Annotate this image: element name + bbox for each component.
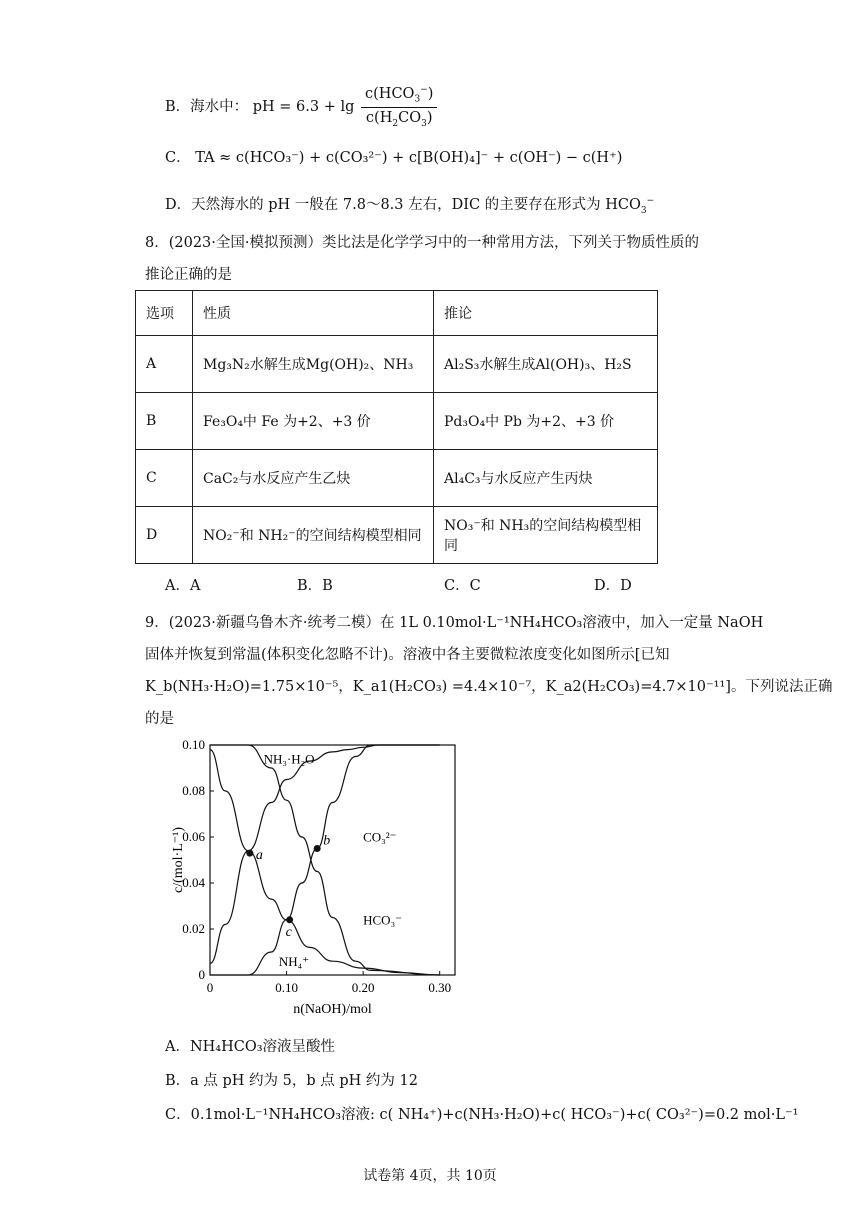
- series-label: NH₄⁺: [278, 953, 310, 969]
- point-label: c: [285, 924, 292, 940]
- data-point: [286, 916, 293, 923]
- table-cell-inference: Al₄C₃与水反应产生丙炔: [434, 450, 658, 507]
- option-b-line: [165, 85, 437, 129]
- comparison-table: [135, 290, 658, 564]
- series-line: [210, 750, 440, 975]
- table-row: [136, 450, 658, 507]
- x-tick-label: 0.20: [351, 980, 375, 995]
- x-tick-label: 0: [206, 980, 214, 995]
- q9-option-c: C．0.1mol·L⁻¹NH₄HCO₃溶液: c( NH₄⁺)+c(NH₃·H₂O)+c( HCO₃⁻)+c( CO₃²⁻)=0.2 mol·L⁻¹: [165, 1107, 799, 1123]
- series-label: HCO₃⁻: [363, 912, 402, 928]
- y-tick-label: 0.06: [182, 829, 205, 844]
- table-cell-property: NO₂⁻和 NH₂⁻的空间结构模型相同: [193, 507, 434, 564]
- point-label: b: [323, 833, 331, 849]
- data-point: [314, 845, 321, 852]
- x-axis-label: n(NaOH)/mol: [293, 1002, 372, 1017]
- question-9-line1: 9．(2023·新疆乌鲁木齐·统考二模）在 1L 0.10mol·L⁻¹NH₄HCO₃溶液中，加入一定量 NaOH: [145, 615, 764, 631]
- point-label: a: [255, 848, 263, 864]
- y-tick-label: 0: [198, 967, 205, 982]
- y-tick-label: 0.08: [182, 783, 205, 798]
- table-cell-inference: Al₂S₃水解生成Al(OH)₃、H₂S: [434, 336, 658, 393]
- series-label: CO₃²⁻: [363, 829, 397, 845]
- table-cell-option: C: [136, 450, 193, 507]
- table-header-cell: 推论: [434, 291, 658, 336]
- option-b-label: B．海水中：: [165, 98, 249, 115]
- table-cell-inference: NO₃⁻和 NH₃的空间结构模型相同: [434, 507, 658, 564]
- option-c-formula: TA ≈ c(HCO₃⁻) + c(CO₃²⁻) + c[B(OH)₄]⁻ + c(OH⁻) − c(H⁺): [195, 150, 623, 166]
- question-8-line2: 推论正确的是: [145, 267, 232, 283]
- table-row: [136, 336, 658, 393]
- plot-frame: [210, 745, 455, 975]
- table-row: [136, 507, 658, 564]
- option-d-line: D．天然海水的 pH 一般在 7.8～8.3 左右，DIC 的主要存在形式为 $HCO_3^-$: [165, 196, 655, 216]
- y-axis-label: c/(mol·L⁻¹): [171, 826, 186, 894]
- option-b-formula: pH = 6.3 + lg $\frac{c(HCO_3^-)}{c(H_2CO_3)}$: [253, 99, 438, 115]
- concentration-chart: [170, 735, 470, 1025]
- table-cell-property: Fe₃O₄中 Fe 为+2、+3 价: [193, 393, 434, 450]
- question-9-line3: K_b(NH₃·H₂O)=1.75×10⁻⁵，K_a1(H₂CO₃) =4.4×10⁻⁷，K_a2(H₂CO₃)=4.7×10⁻¹¹]。下列说法正确: [145, 679, 833, 695]
- question-8-line1: 8．(2023·全国·模拟预测）类比法是化学学习中的一种常用方法，下列关于物质性质的: [145, 235, 699, 251]
- table-row: [136, 393, 658, 450]
- q9-option-b: B．a 点 pH 约为 5，b 点 pH 约为 12: [165, 1073, 418, 1089]
- table-header-cell: 性质: [193, 291, 434, 336]
- option-c-line: [165, 146, 622, 167]
- option-b-fraction: $\frac{c(HCO_3^-)}{c(H_2CO_3)}$: [361, 85, 437, 129]
- y-tick-label: 0.10: [182, 737, 205, 752]
- question-9-line4: 的是: [145, 711, 174, 727]
- table-cell-option: B: [136, 393, 193, 450]
- y-tick-label: 0.02: [182, 921, 205, 936]
- y-tick-label: 0.04: [182, 875, 205, 890]
- series-line: [210, 745, 440, 975]
- x-tick-label: 0.30: [428, 980, 452, 995]
- table-header-cell: 选项: [136, 291, 193, 336]
- q9-option-a: A．NH₄HCO₃溶液呈酸性: [165, 1039, 336, 1055]
- table-header-row: [136, 291, 658, 336]
- series-label: NH₃·H₂O: [263, 751, 315, 767]
- series-line: [210, 745, 440, 964]
- table-cell-inference: Pd₃O₄中 Pb 为+2、+3 价: [434, 393, 658, 450]
- table-cell-property: CaC₂与水反应产生乙炔: [193, 450, 434, 507]
- q8-option-c: C．C: [444, 578, 481, 594]
- option-c-label: C．: [165, 150, 191, 166]
- table-cell-option: D: [136, 507, 193, 564]
- table-cell-property: Mg₃N₂水解生成Mg(OH)₂、NH₃: [193, 336, 434, 393]
- series-line: [210, 745, 440, 975]
- q8-option-d: D．D: [594, 578, 632, 594]
- q8-option-b: B．B: [297, 578, 333, 594]
- page-footer: 试卷第 4页，共 10页: [363, 1168, 497, 1184]
- x-tick-label: 0.10: [275, 980, 298, 995]
- data-point: [246, 850, 253, 857]
- question-9-line2: 固体并恢复到常温(体积变化忽略不计)。溶液中各主要微粒浓度变化如图所示[已知: [145, 647, 670, 663]
- table-cell-option: A: [136, 336, 193, 393]
- q8-option-a: A．A: [165, 578, 201, 594]
